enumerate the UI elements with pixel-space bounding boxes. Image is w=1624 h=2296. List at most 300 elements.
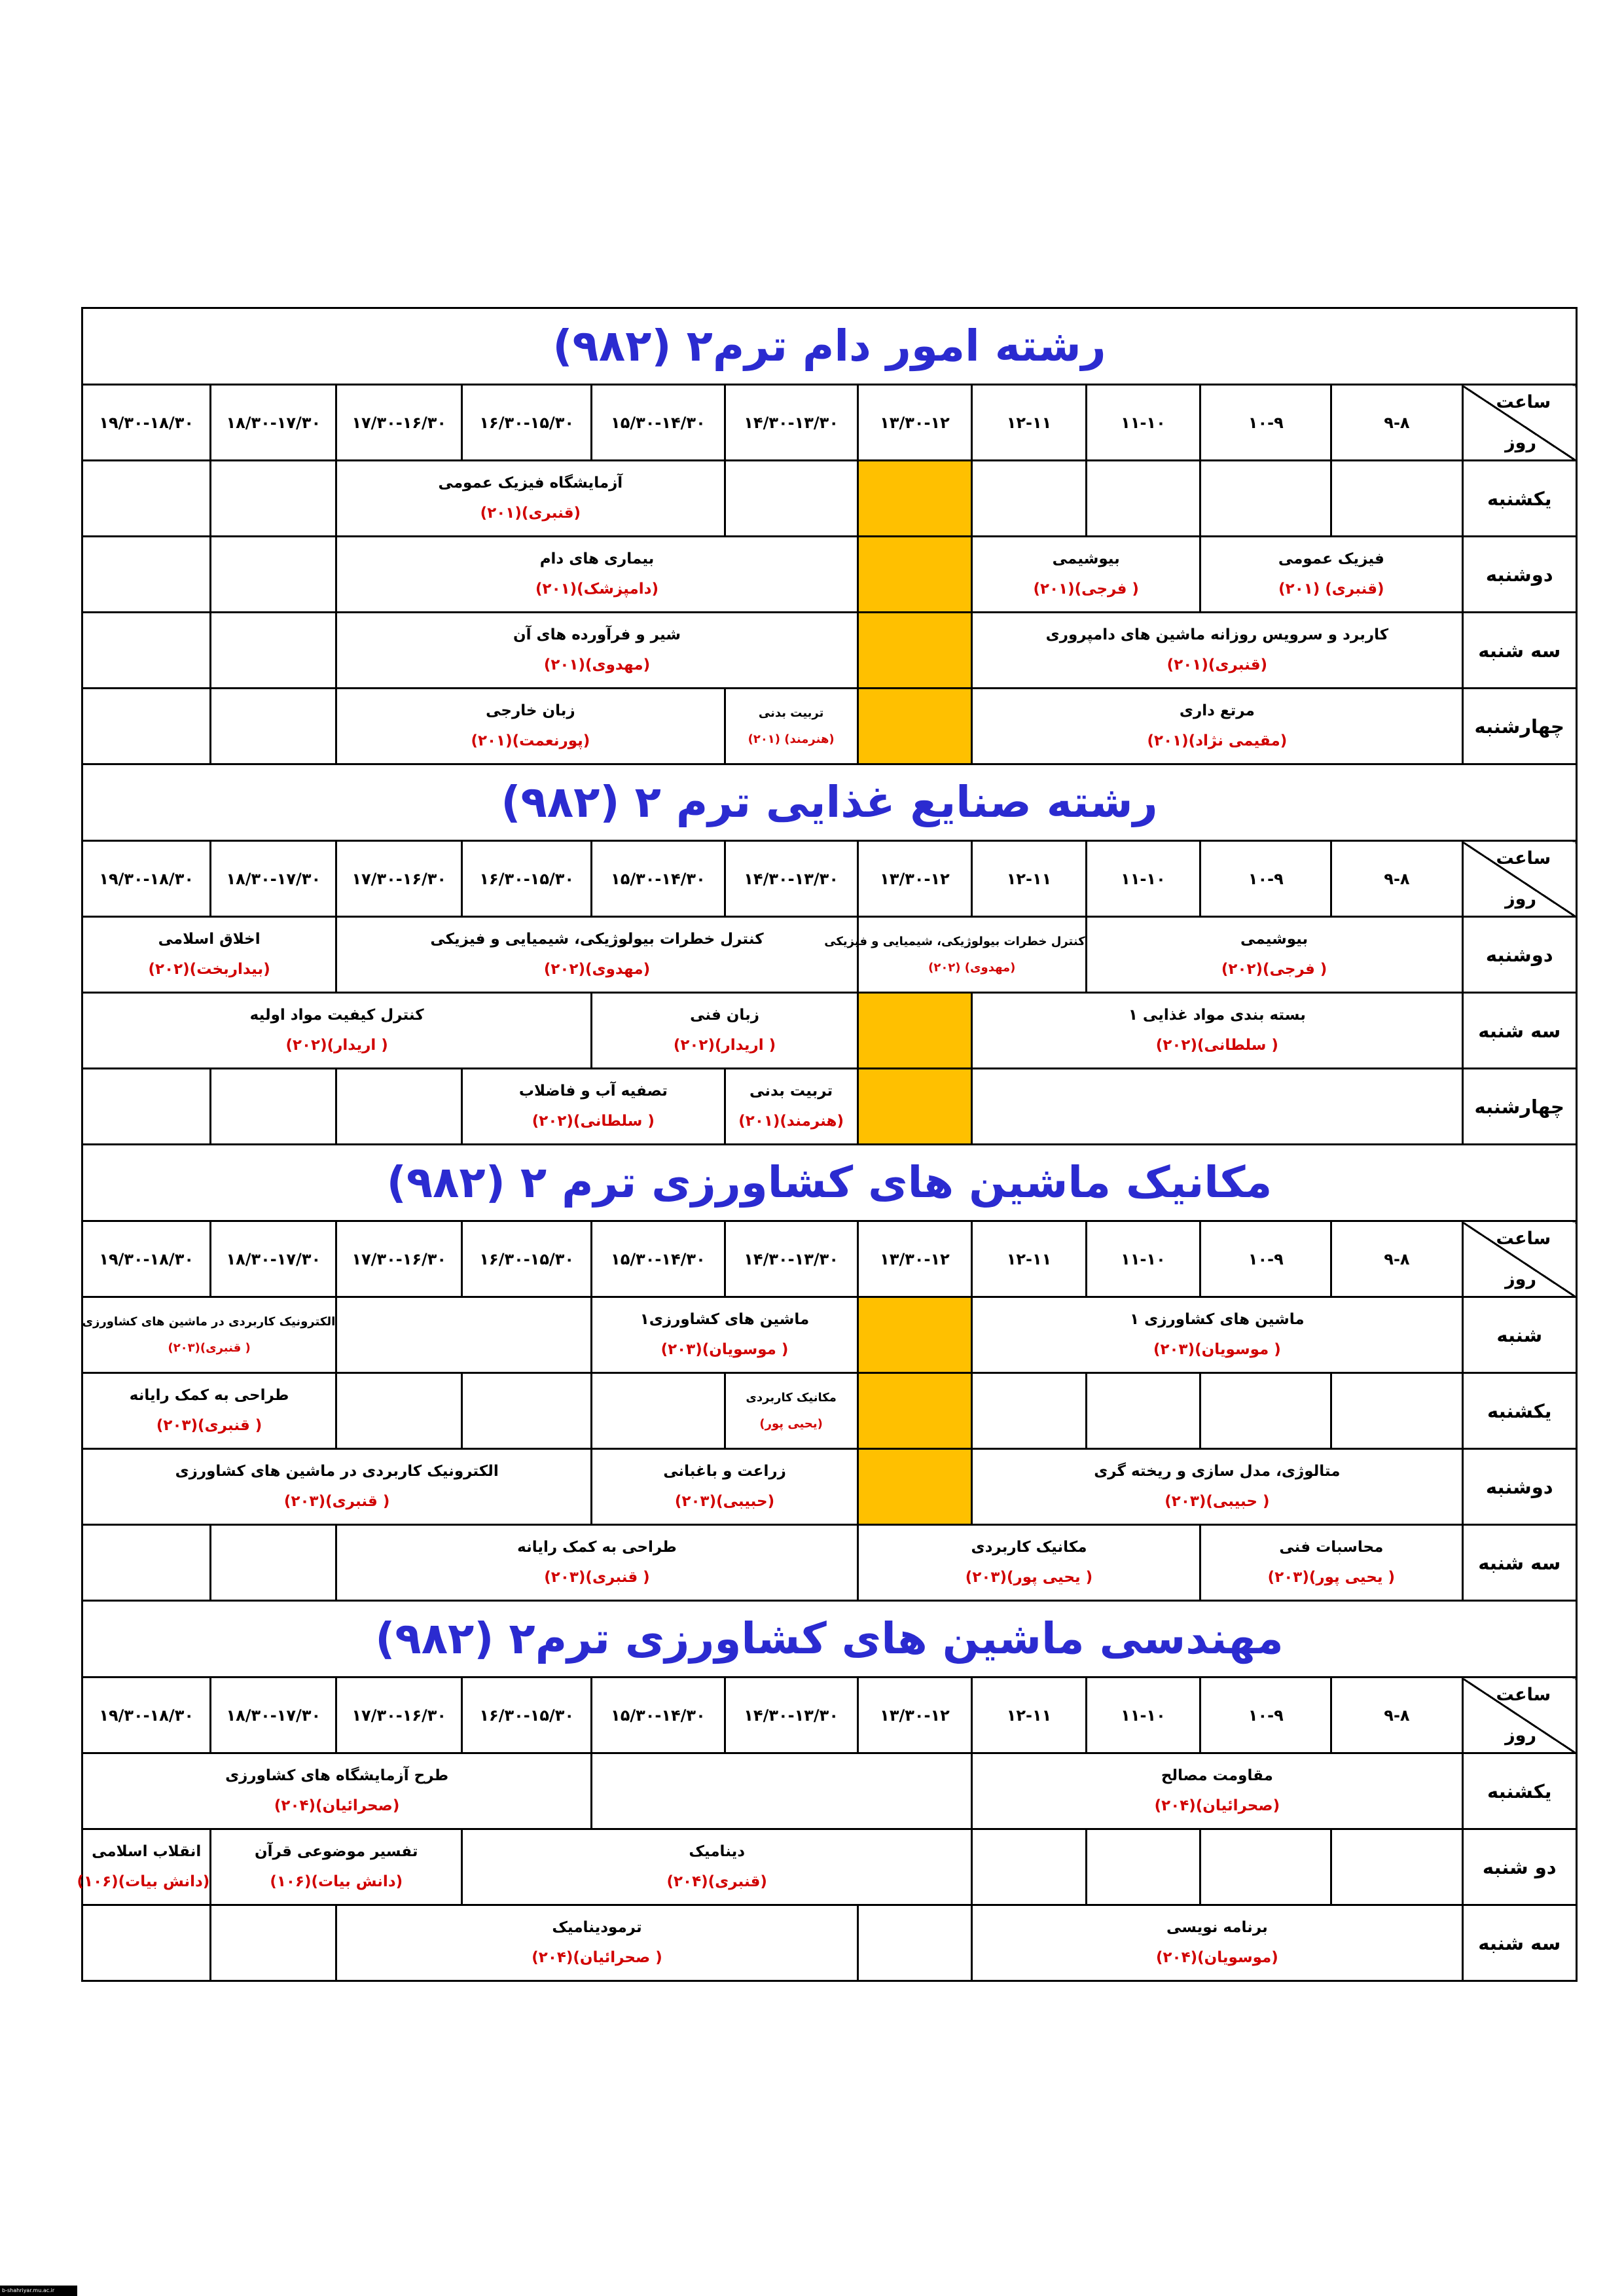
course-name: مکانیک کاربردی (746, 1391, 837, 1405)
class-cell (82, 917, 336, 993)
course-name: زبان خارجی (486, 702, 575, 719)
day-name-cell (1462, 1525, 1576, 1601)
class-cell (336, 689, 725, 764)
class-cell (1086, 917, 1462, 993)
class-cell (725, 1373, 857, 1449)
time-header-row (82, 841, 1577, 917)
lunch-break-cell (857, 461, 971, 537)
empty-cell (211, 537, 336, 613)
course-name: آزمایشگاه فیزیک عمومی (438, 474, 623, 492)
time-slot-label: ۱۰-۹ (1248, 1249, 1284, 1268)
class-cell (336, 917, 858, 993)
section-title-cell (82, 1601, 1577, 1677)
day-name-cell (1462, 1373, 1576, 1449)
time-slot-label: ۱۲-۱۱ (1006, 1706, 1052, 1725)
hour-label: ساعت (1496, 1685, 1551, 1705)
section-title-cell (82, 308, 1577, 385)
time-slot-label: ۱۹/۳۰-۱۸/۳۰ (99, 1706, 194, 1725)
time-slot-cell (972, 1221, 1086, 1297)
time-slot-label: ۱۳/۳۰-۱۲ (880, 413, 950, 432)
schedule-table (77, 307, 1578, 1982)
course-name: مکانیک کاربردی (971, 1538, 1087, 1556)
empty-cell (1331, 1373, 1462, 1449)
instructor-room: (قنبری)(۲۰۱) (480, 504, 581, 522)
course-name: طرح آزمایشگاه های کشاورزی (225, 1767, 449, 1784)
class-cell (725, 689, 857, 764)
empty-cell (82, 1525, 211, 1601)
day-name: دو شنبه (1482, 1856, 1557, 1878)
time-slot-cell (1086, 841, 1200, 917)
time-slot-label: ۱۶/۳۰-۱۵/۳۰ (479, 1706, 575, 1725)
time-slot-cell (82, 1677, 211, 1753)
lunch-break-cell (857, 1069, 971, 1145)
course-name: کاربرد و سرویس روزانه ماشین های دامپروری (1045, 626, 1389, 643)
time-slot-label: ۱۷/۳۰-۱۶/۳۰ (352, 869, 447, 888)
section-title-row (82, 308, 1577, 385)
day-name: سه شنبه (1478, 1019, 1561, 1042)
day-row (82, 1829, 1577, 1905)
time-slot-cell (462, 841, 592, 917)
empty-cell (1200, 1829, 1331, 1905)
time-slot-label: ۱۳/۳۰-۱۲ (880, 869, 950, 888)
time-slot-label: ۱۱-۱۰ (1121, 413, 1166, 432)
instructor-room: ( قنبری)(۲۰۳) (544, 1568, 650, 1586)
section-title: مکانیک ماشین های کشاورزی ترم ۲ (۹۸۲) (386, 1157, 1272, 1208)
course-name: انقلاب اسلامی (92, 1842, 202, 1860)
class-cell (82, 1449, 592, 1525)
instructor-room: ( فرجی)(۲۰۱) (1033, 580, 1139, 598)
empty-cell (336, 1297, 592, 1373)
day-name: یکشنبه (1487, 487, 1552, 510)
corner-cell (1462, 385, 1576, 461)
section-title-cell (82, 764, 1577, 841)
instructor-room: (یحیی پور) (759, 1416, 823, 1431)
time-header-row (82, 1677, 1577, 1753)
time-slot-cell (857, 385, 971, 461)
time-slot-label: ۱۱-۱۰ (1121, 1249, 1166, 1268)
day-name: چهارشنبه (1474, 715, 1564, 738)
class-cell (824, 917, 1086, 993)
class-cell (592, 1449, 857, 1525)
course-name: طراحی به کمک رایانه (517, 1538, 677, 1556)
instructor-room: (مهدوی)(۲۰۱) (543, 656, 651, 673)
time-slot-label: ۱۰-۹ (1248, 1706, 1284, 1725)
day-row (82, 1525, 1577, 1601)
section-title: رشته صنایع غذایی ترم ۲ (۹۸۲) (501, 777, 1158, 827)
time-slot-label: ۱۵/۳۰-۱۴/۳۰ (611, 413, 706, 432)
day-row (82, 1297, 1577, 1373)
day-name: سه شنبه (1478, 639, 1561, 662)
instructor-room: (قنبری)(۲۰۴) (666, 1873, 767, 1890)
time-slot-cell (82, 1221, 211, 1297)
time-slot-cell (211, 385, 336, 461)
day-name: سه شنبه (1478, 1551, 1561, 1574)
empty-cell (1086, 1373, 1200, 1449)
course-name: بیماری های دام (539, 550, 655, 567)
course-name: ماشین های کشاورزی۱ (640, 1310, 810, 1328)
time-slot-cell (592, 385, 725, 461)
hour-label: ساعت (1496, 1229, 1551, 1249)
instructor-room: (هنرمند) (۲۰۱) (748, 732, 835, 746)
day-row (82, 613, 1577, 689)
time-slot-label: ۱۷/۳۰-۱۶/۳۰ (352, 1249, 447, 1268)
time-slot-label: ۱۵/۳۰-۱۴/۳۰ (611, 1706, 706, 1725)
day-name: سه شنبه (1478, 1931, 1561, 1954)
time-slot-label: ۱۳/۳۰-۱۲ (880, 1706, 950, 1725)
empty-cell (82, 1069, 211, 1145)
section-title-row (82, 1145, 1577, 1221)
empty-cell (972, 461, 1086, 537)
class-cell (336, 1525, 858, 1601)
course-name: کنترل خطرات بیولوژیکی، شیمیایی و فیزیکی (824, 935, 1085, 949)
instructor-room: ( سلطانی)(۲۰۲) (532, 1112, 655, 1130)
instructor-room: ( حبیبی)(۲۰۳) (1164, 1492, 1270, 1510)
class-cell (77, 1829, 211, 1905)
corner-cell (1462, 1677, 1576, 1753)
day-name: چهارشنبه (1474, 1095, 1564, 1118)
course-name: کنترل کیفیت مواد اولیه (249, 1006, 424, 1024)
time-slot-cell (336, 1221, 462, 1297)
instructor-room: (مقیمی نژاد)(۲۰۱) (1147, 732, 1288, 749)
time-slot-label: ۱۸/۳۰-۱۷/۳۰ (226, 869, 321, 888)
time-slot-label: ۱۷/۳۰-۱۶/۳۰ (352, 413, 447, 432)
empty-cell (592, 1753, 972, 1829)
day-label: روز (1505, 433, 1536, 453)
course-name: دینامیک (689, 1842, 746, 1860)
instructor-room: (دامپزشک)(۲۰۱) (535, 580, 659, 598)
time-header-row (82, 1221, 1577, 1297)
instructor-room: (دانش بیات)(۱۰۶) (270, 1873, 403, 1890)
time-slot-cell (725, 841, 857, 917)
class-cell (336, 461, 725, 537)
instructor-room: ( قنبری)(۲۰۳) (156, 1416, 262, 1434)
instructor-room: (دانش بیات)(۱۰۶) (77, 1873, 210, 1890)
day-name: یکشنبه (1487, 1780, 1552, 1803)
instructor-room: ( موسویان)(۲۰۳) (1153, 1340, 1281, 1358)
day-name-cell (1462, 537, 1576, 613)
time-slot-label: ۹-۸ (1384, 869, 1410, 888)
time-slot-label: ۱۷/۳۰-۱۶/۳۰ (352, 1706, 447, 1725)
time-slot-cell (462, 385, 592, 461)
class-cell (462, 1069, 725, 1145)
day-row (82, 1373, 1577, 1449)
empty-cell (1086, 1829, 1200, 1905)
course-name: زراعت و باغبانی (663, 1462, 786, 1480)
course-name: تربیت بدنی (749, 1082, 833, 1100)
time-slot-label: ۹-۸ (1384, 413, 1410, 432)
day-row (82, 1753, 1577, 1829)
corner-cell (1462, 1221, 1576, 1297)
day-name-cell (1462, 1069, 1576, 1145)
instructor-room: ( یحیی پور)(۲۰۳) (1267, 1568, 1396, 1586)
course-name: فیزیک عمومی (1278, 550, 1384, 567)
course-name: مرتع داری (1179, 702, 1255, 719)
empty-cell (211, 689, 336, 764)
day-name-cell (1462, 917, 1576, 993)
time-slot-cell (1331, 841, 1462, 917)
empty-cell (211, 1905, 336, 1981)
instructor-room: (صحرائیان)(۲۰۴) (1154, 1797, 1280, 1814)
class-cell (82, 1753, 592, 1829)
empty-cell (82, 689, 211, 764)
time-slot-cell (725, 1677, 857, 1753)
time-slot-cell (857, 841, 971, 917)
corner-cell (1462, 841, 1576, 917)
day-name-cell (1462, 1297, 1576, 1373)
class-cell (336, 1905, 858, 1981)
time-slot-cell (592, 841, 725, 917)
empty-cell (592, 1373, 725, 1449)
empty-cell (211, 1069, 336, 1145)
instructor-room: (مهدوی)(۲۰۲) (543, 960, 651, 978)
time-slot-label: ۱۵/۳۰-۱۴/۳۰ (611, 869, 706, 888)
time-slot-cell (1086, 385, 1200, 461)
lunch-break-cell (857, 689, 971, 764)
empty-cell (211, 613, 336, 689)
day-row (82, 1449, 1577, 1525)
instructor-room: (صحرائیان)(۲۰۴) (274, 1797, 400, 1814)
time-slot-cell (1200, 841, 1331, 917)
time-slot-cell (82, 385, 211, 461)
time-slot-label: ۱۵/۳۰-۱۴/۳۰ (611, 1249, 706, 1268)
course-name: ماشین های کشاورزی ۱ (1130, 1310, 1305, 1328)
empty-cell (82, 461, 211, 537)
time-header-row (82, 385, 1577, 461)
time-slot-label: ۹-۸ (1384, 1249, 1410, 1268)
day-label: روز (1505, 1725, 1536, 1746)
section-title: مهندسی ماشین های کشاورزی ترم۲ (۹۸۲) (375, 1613, 1284, 1664)
time-slot-cell (462, 1677, 592, 1753)
instructor-room: ( اریدار)(۲۰۲) (285, 1036, 388, 1054)
empty-cell (1331, 1829, 1462, 1905)
section-title-cell (82, 1145, 1577, 1221)
day-name-cell (1462, 993, 1576, 1069)
course-name: تربیت بدنی (758, 706, 824, 721)
time-slot-cell (336, 385, 462, 461)
empty-cell (211, 1525, 336, 1601)
class-cell (592, 1297, 857, 1373)
class-cell (82, 1297, 336, 1373)
day-name: دوشنبه (1485, 1475, 1553, 1498)
class-cell (336, 613, 858, 689)
class-cell (972, 613, 1462, 689)
instructor-room: ( اریدار)(۲۰۲) (673, 1036, 776, 1054)
time-slot-cell (1200, 385, 1331, 461)
website-stamp: b-shahriyar.mu.ac.ir (0, 2286, 77, 2296)
class-cell (592, 993, 857, 1069)
class-cell (336, 537, 858, 613)
time-slot-label: ۱۰-۹ (1248, 413, 1284, 432)
time-slot-cell (592, 1677, 725, 1753)
class-cell (972, 1905, 1462, 1981)
course-name: بسته بندی مواد غذایی ۱ (1128, 1006, 1306, 1024)
class-cell (972, 993, 1462, 1069)
class-cell (972, 1449, 1462, 1525)
time-slot-cell (972, 841, 1086, 917)
time-slot-cell (1331, 385, 1462, 461)
day-name-cell (1462, 1829, 1576, 1905)
time-slot-cell (857, 1677, 971, 1753)
instructor-room: ( سلطانی)(۲۰۲) (1155, 1036, 1278, 1054)
lunch-break-cell (857, 613, 971, 689)
time-slot-cell (336, 841, 462, 917)
day-row (82, 689, 1577, 764)
time-slot-cell (972, 385, 1086, 461)
lunch-break-cell (857, 1449, 971, 1525)
course-name: الکترونیک کاربردی در ماشین های کشاورزی (82, 1315, 336, 1329)
hour-label: ساعت (1496, 848, 1551, 869)
instructor-room: ( صحرائیان)(۲۰۴) (532, 1948, 662, 1966)
time-slot-label: ۱۰-۹ (1248, 869, 1284, 888)
time-slot-cell (211, 1677, 336, 1753)
course-name: مقاومت مصالح (1161, 1767, 1273, 1784)
empty-cell (972, 1069, 1462, 1145)
empty-cell (211, 461, 336, 537)
instructor-room: (قنبری)(۲۰۱) (1166, 656, 1268, 673)
time-slot-label: ۱۶/۳۰-۱۵/۳۰ (479, 869, 575, 888)
empty-cell (82, 1905, 211, 1981)
course-name: متالوژی، مدل سازی و ریخته گری (1094, 1462, 1341, 1480)
time-slot-cell (1331, 1221, 1462, 1297)
instructor-room: (قنبری) (۲۰۱) (1278, 580, 1384, 598)
day-row (82, 537, 1577, 613)
instructor-room: (مهدوی) (۲۰۲) (928, 960, 1016, 975)
day-name-cell (1462, 1753, 1576, 1829)
day-row (82, 1069, 1577, 1145)
day-name-cell (1462, 689, 1576, 764)
day-row (82, 993, 1577, 1069)
empty-cell (336, 1069, 462, 1145)
day-name: دوشنبه (1485, 943, 1553, 966)
lunch-break-cell (857, 1297, 971, 1373)
lunch-break-cell (857, 993, 971, 1069)
instructor-room: ( موسویان)(۲۰۳) (660, 1340, 789, 1358)
instructor-room: ( قنبری)(۲۰۳) (283, 1492, 390, 1510)
empty-cell (972, 1373, 1086, 1449)
time-slot-cell (972, 1677, 1086, 1753)
time-slot-cell (857, 1221, 971, 1297)
instructor-room: (هنرمند)(۲۰۱) (738, 1112, 844, 1130)
day-name-cell (1462, 1905, 1576, 1981)
class-cell (462, 1829, 972, 1905)
course-name: کنترل خطرات بیولوژیکی، شیمیایی و فیزیکی (430, 930, 764, 948)
course-name: اخلاق اسلامی (158, 930, 261, 948)
instructor-room: (پورنعمت)(۲۰۱) (471, 732, 590, 749)
empty-cell (725, 461, 857, 537)
day-label: روز (1505, 889, 1536, 909)
section-title-row (82, 1601, 1577, 1677)
course-name: الکترونیک کاربردی در ماشین های کشاورزی (175, 1462, 499, 1480)
class-cell (857, 1525, 1200, 1601)
time-slot-cell (336, 1677, 462, 1753)
course-name: تفسیر موضوعی قرآن (255, 1842, 418, 1860)
empty-cell (462, 1373, 592, 1449)
course-name: تصفیه آب و فاضلاب (518, 1082, 668, 1100)
course-name: شیر و فرآورده های آن (513, 626, 681, 643)
day-name: شنبه (1496, 1323, 1543, 1346)
course-name: برنامه نویسی (1166, 1918, 1268, 1936)
time-slot-label: ۱۱-۱۰ (1121, 1706, 1166, 1725)
time-slot-cell (82, 841, 211, 917)
time-slot-label: ۱۸/۳۰-۱۷/۳۰ (226, 1249, 321, 1268)
empty-cell (336, 1373, 462, 1449)
instructor-room: (موسویان)(۲۰۴) (1155, 1948, 1278, 1966)
time-slot-label: ۱۴/۳۰-۱۳/۳۰ (744, 1249, 839, 1268)
time-slot-cell (211, 841, 336, 917)
time-slot-cell (462, 1221, 592, 1297)
day-label: روز (1505, 1269, 1536, 1289)
class-cell (211, 1829, 462, 1905)
time-slot-label: ۱۴/۳۰-۱۳/۳۰ (744, 1706, 839, 1725)
time-slot-label: ۱۶/۳۰-۱۵/۳۰ (479, 413, 575, 432)
class-cell (1200, 537, 1462, 613)
time-slot-cell (1200, 1677, 1331, 1753)
time-slot-label: ۱۹/۳۰-۱۸/۳۰ (99, 413, 194, 432)
time-slot-label: ۱۸/۳۰-۱۷/۳۰ (226, 1706, 321, 1725)
course-name: بیوشیمی (1240, 930, 1308, 948)
empty-cell (857, 1905, 971, 1981)
time-slot-cell (725, 385, 857, 461)
section-title-row (82, 764, 1577, 841)
time-slot-label: ۱۲-۱۱ (1006, 869, 1052, 888)
time-slot-label: ۱۲-۱۱ (1006, 1249, 1052, 1268)
class-cell (82, 993, 592, 1069)
empty-cell (1086, 461, 1200, 537)
class-cell (82, 1373, 336, 1449)
time-slot-cell (1086, 1677, 1200, 1753)
class-cell (1200, 1525, 1462, 1601)
time-slot-label: ۱۶/۳۰-۱۵/۳۰ (479, 1249, 575, 1268)
time-slot-label: ۱۹/۳۰-۱۸/۳۰ (99, 1249, 194, 1268)
empty-cell (1200, 1373, 1331, 1449)
time-slot-cell (592, 1221, 725, 1297)
class-cell (972, 1297, 1462, 1373)
lunch-break-cell (857, 1373, 971, 1449)
instructor-room: ( قنبری)(۲۰۳) (168, 1340, 251, 1355)
course-name: محاسبات فنی (1279, 1538, 1384, 1556)
instructor-room: ( یحیی پور)(۲۰۳) (965, 1568, 1093, 1586)
course-name: زبان فنی (690, 1006, 759, 1024)
empty-cell (1331, 461, 1462, 537)
empty-cell (82, 613, 211, 689)
time-slot-label: ۱۹/۳۰-۱۸/۳۰ (99, 869, 194, 888)
time-slot-label: ۱۳/۳۰-۱۲ (880, 1249, 950, 1268)
course-name: ترمودینامیک (552, 1918, 642, 1936)
class-cell (972, 537, 1200, 613)
time-slot-cell (1331, 1677, 1462, 1753)
instructor-room: ( فرجی)(۲۰۲) (1221, 960, 1327, 978)
class-cell (972, 1753, 1462, 1829)
time-slot-cell (211, 1221, 336, 1297)
day-row (82, 917, 1577, 993)
course-name: بیوشیمی (1052, 550, 1120, 567)
time-slot-label: ۹-۸ (1384, 1706, 1410, 1725)
course-name: طراحی به کمک رایانه (129, 1386, 289, 1404)
day-row (82, 461, 1577, 537)
lunch-break-cell (857, 537, 971, 613)
time-slot-label: ۱۸/۳۰-۱۷/۳۰ (226, 413, 321, 432)
day-name-cell (1462, 613, 1576, 689)
day-row (82, 1905, 1577, 1981)
day-name-cell (1462, 461, 1576, 537)
time-slot-cell (1200, 1221, 1331, 1297)
empty-cell (1200, 461, 1331, 537)
instructor-room: (حبیبی)(۲۰۳) (674, 1492, 775, 1510)
time-slot-label: ۱۴/۳۰-۱۳/۳۰ (744, 413, 839, 432)
time-slot-cell (725, 1221, 857, 1297)
hour-label: ساعت (1496, 392, 1551, 412)
section-title: رشته امور دام ترم۲ (۹۸۲) (552, 321, 1106, 371)
